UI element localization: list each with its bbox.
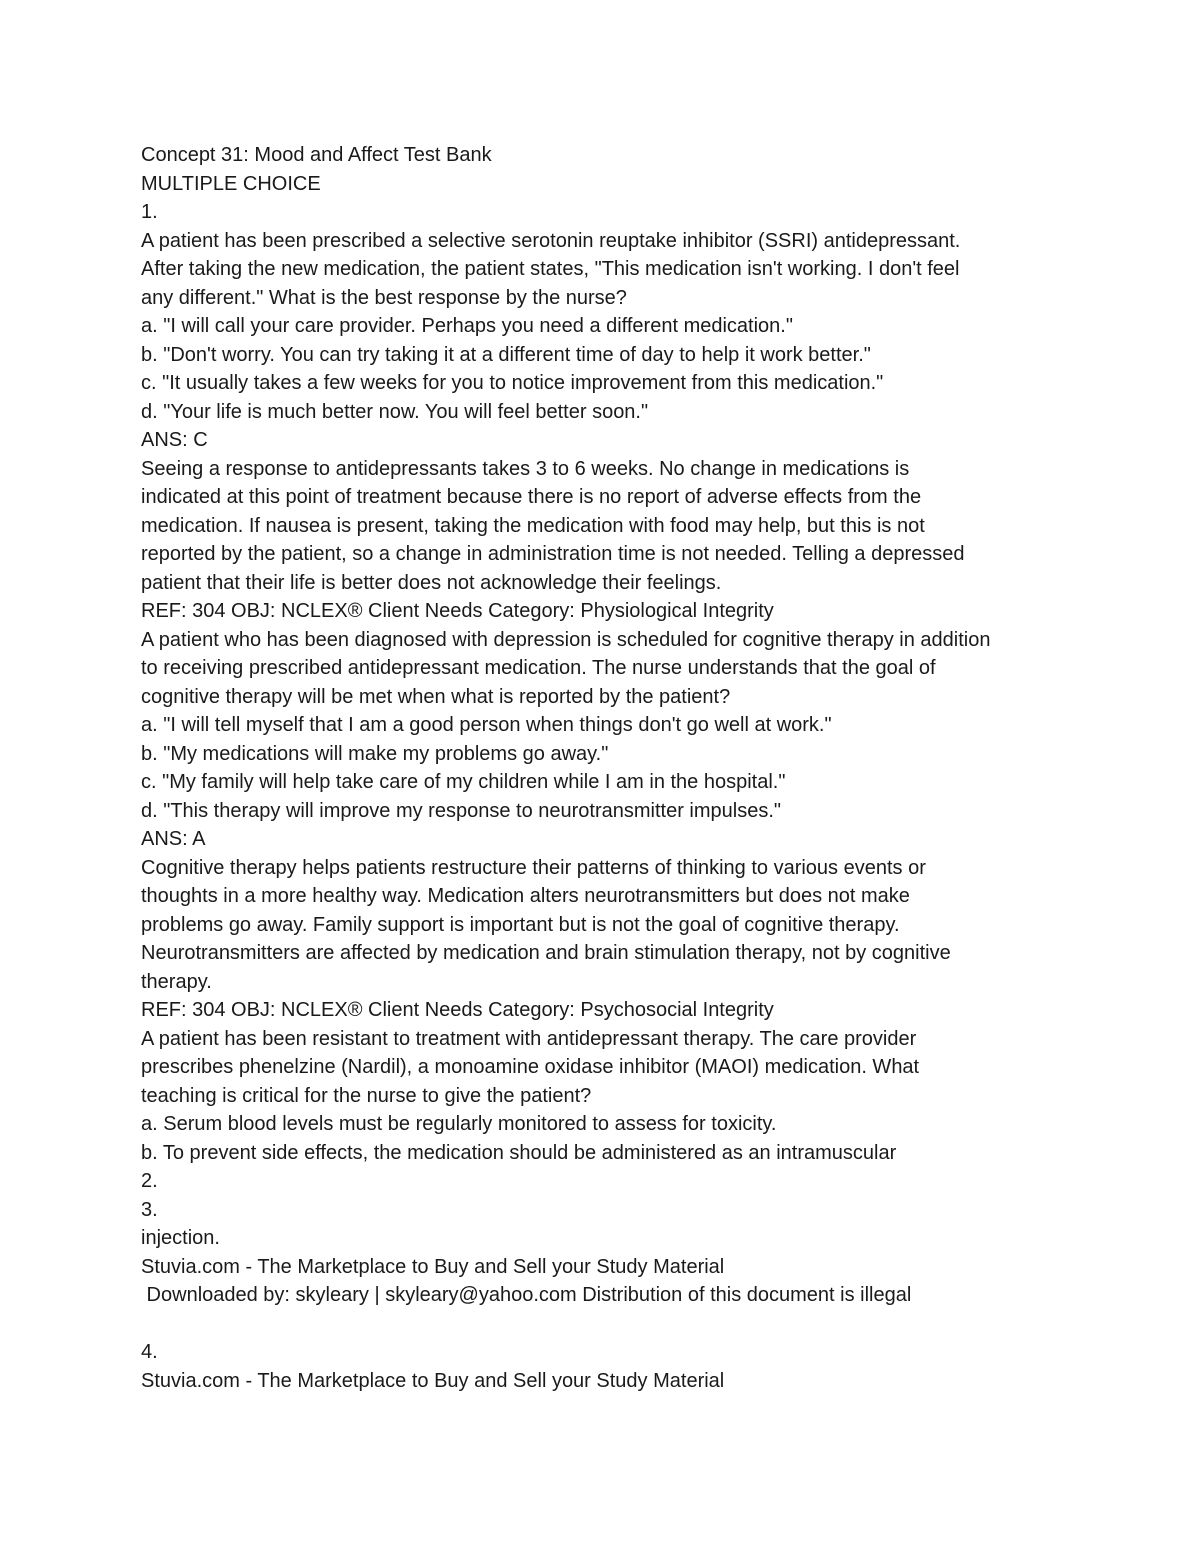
rationale-line: medication. If nausea is present, taking the medication with food may help, but this is not <box>141 514 925 537</box>
answer-option: c. "My family will help take care of my children while I am in the hospital." <box>141 771 786 793</box>
reference-line: REF: 304 OBJ: NCLEX® Client Needs Category: Psychosocial Integrity <box>141 999 774 1021</box>
answer-option: a. Serum blood levels must be regularly monitored to assess for toxicity. <box>141 1113 777 1135</box>
answer-option: d. "Your life is much better now. You will feel better soon." <box>141 400 649 423</box>
question-text-line: A patient has been resistant to treatment with antidepressant therapy. The care provider <box>141 1027 917 1050</box>
question-text-line: After taking the new medication, the patient states, "This medication isn't working. I don't feel <box>141 258 960 280</box>
answer-option: c. "It usually takes a few weeks for you to notice improvement from this medication." <box>141 372 884 394</box>
question-text-line: A patient has been prescribed a selective serotonin reuptake inhibitor (SSRI) antidepressant. <box>141 229 961 252</box>
answer-option: b. To prevent side effects, the medication should be administered as an intramuscular <box>141 1141 897 1164</box>
question-text-line: any different." What is the best response by the nurse? <box>141 286 627 309</box>
rationale-line: reported by the patient, so a change in administration time is not needed. Telling a depressed <box>141 543 965 565</box>
question-text-line: prescribes phenelzine (Nardil), a monoamine oxidase inhibitor (MAOI) medication. What <box>141 1056 920 1078</box>
rationale-line: Neurotransmitters are affected by medication and brain stimulation therapy, not by cognitive <box>141 942 951 964</box>
rationale-line: Cognitive therapy helps patients restructure their patterns of thinking to various events or <box>141 856 926 879</box>
rationale-line: Seeing a response to antidepressants takes 3 to 6 weeks. No change in medications is <box>141 457 910 480</box>
question-number: 1. <box>141 201 158 223</box>
document-body <box>141 141 1071 1395</box>
answer-option: b. "Don't worry. You can try taking it at a different time of day to help it work better." <box>141 343 871 366</box>
watermark-line: Stuvia.com - The Marketplace to Buy and Sell your Study Material <box>141 1255 725 1278</box>
answer-option: a. "I will call your care provider. Perhaps you need a different medication." <box>141 315 793 337</box>
section-heading: MULTIPLE CHOICE <box>141 172 321 195</box>
question-number: 2. <box>141 1170 158 1192</box>
document-title: Concept 31: Mood and Affect Test Bank <box>141 144 492 166</box>
question-number: 4. <box>141 1341 158 1363</box>
rationale-line: therapy. <box>141 970 212 993</box>
answer-option: d. "This therapy will improve my response to neurotransmitter impulses." <box>141 799 781 822</box>
spacer <box>141 1310 1071 1339</box>
rationale-line: indicated at this point of treatment because there is no report of adverse effects from the <box>141 486 922 508</box>
question-text-line: teaching is critical for the nurse to give the patient? <box>141 1084 592 1107</box>
question-text-line: to receiving prescribed antidepressant medication. The nurse understands that the goal of <box>141 657 936 679</box>
answer-option: a. "I will tell myself that I am a good person when things don't go well at work." <box>141 714 832 736</box>
rationale-line: patient that their life is better does not acknowledge their feelings. <box>141 571 722 594</box>
answer-key: ANS: A <box>141 828 206 850</box>
question-text-line: cognitive therapy will be met when what is reported by the patient? <box>141 685 731 708</box>
rationale-line: problems go away. Family support is important but is not the goal of cognitive therapy. <box>141 913 900 936</box>
answer-option-continuation: injection. <box>141 1227 220 1249</box>
answer-option: b. "My medications will make my problems go away." <box>141 742 609 765</box>
answer-key: ANS: C <box>141 429 208 451</box>
question-text-line: A patient who has been diagnosed with depression is scheduled for cognitive therapy in addition <box>141 628 991 651</box>
watermark-line: Stuvia.com - The Marketplace to Buy and Sell your Study Material <box>141 1369 725 1392</box>
question-number: 3. <box>141 1198 158 1221</box>
download-notice: Downloaded by: skyleary | skyleary@yahoo.com Distribution of this document is illegal <box>141 1284 912 1306</box>
reference-line: REF: 304 OBJ: NCLEX® Client Needs Category: Physiological Integrity <box>141 600 774 622</box>
rationale-line: thoughts in a more healthy way. Medication alters neurotransmitters but does not make <box>141 885 910 907</box>
